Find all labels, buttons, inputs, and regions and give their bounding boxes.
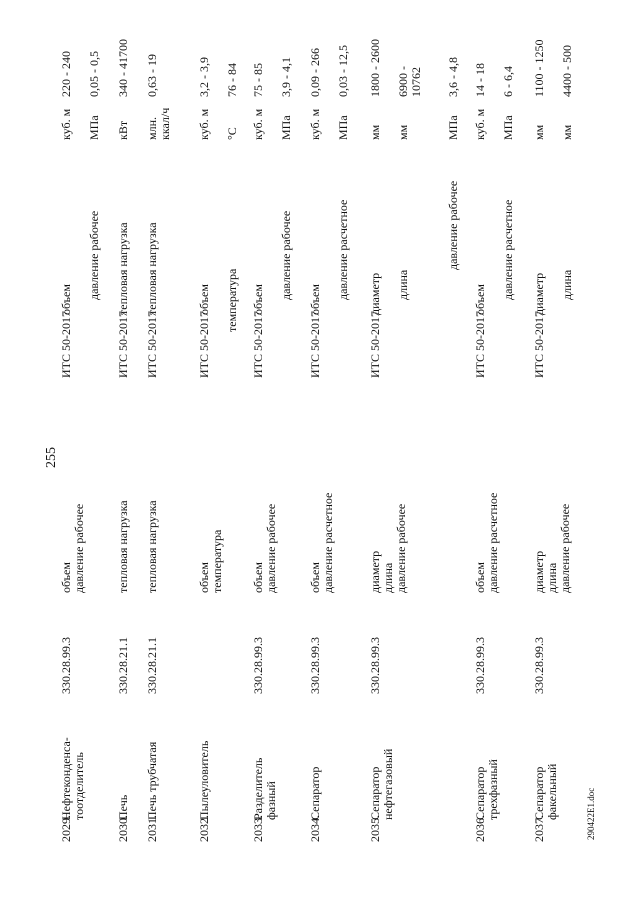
unit: МПа (446, 115, 460, 140)
standard-reference: ИТС 50-2017 (116, 311, 130, 378)
page-number: 255 (44, 447, 59, 468)
row-number: 2036. (473, 815, 487, 842)
standard-parameter: давление рабочее (446, 180, 460, 270)
parameter-list: диаметр длина давление рабочее (532, 503, 572, 593)
standard-parameter: давление рабочее (279, 210, 293, 300)
equipment-name: Сепаратор факельный (532, 763, 559, 820)
row-number: 2035. (368, 815, 382, 842)
value-range: 75 - 85 (251, 63, 265, 97)
equipment-name: Сепаратор нефтегазовый (368, 748, 395, 820)
okpd-code: 330.28.99.3 (473, 637, 487, 694)
standard-parameter: диаметр (368, 272, 382, 315)
value-range: 14 - 18 (473, 63, 487, 97)
unit: куб. м (251, 108, 265, 140)
unit: куб. м (308, 108, 322, 140)
value-range: 1100 - 1250 (532, 39, 546, 97)
okpd-code: 330.28.99.3 (368, 637, 382, 694)
okpd-code: 330.28.21.1 (145, 637, 159, 694)
okpd-code: 330.28.99.3 (532, 637, 546, 694)
row-number: 2029. (59, 815, 73, 842)
equipment-name: Пылеуловитель (197, 740, 211, 820)
equipment-name: Нефтеконденса- тоотделитель (59, 737, 86, 820)
standard-reference: ИТС 50-2017 (145, 311, 159, 378)
unit: куб. м (59, 108, 73, 140)
unit: МПа (279, 115, 293, 140)
value-range: 4400 - 500 (560, 45, 574, 97)
standard-parameter: объем (308, 284, 322, 315)
okpd-code: 330.28.99.3 (251, 637, 265, 694)
value-range: 3,9 - 4,1 (279, 57, 293, 97)
okpd-code: 330.28.99.3 (59, 637, 73, 694)
parameter-list: диаметр длина давление рабочее (368, 503, 408, 593)
unit: мм (532, 124, 546, 140)
standard-parameter: объем (251, 284, 265, 315)
equipment-name: Сепаратор (308, 766, 322, 820)
unit: МПа (87, 115, 101, 140)
standard-parameter: тепловая нагрузка (145, 222, 159, 315)
standard-parameter: диаметр (532, 272, 546, 315)
unit: МПа (501, 115, 515, 140)
unit: куб. м (197, 108, 211, 140)
parameter-list: объем давление расчетное (308, 492, 335, 593)
unit: куб. м (473, 108, 487, 140)
okpd-code: 330.28.21.1 (116, 637, 130, 694)
parameter-list: объем давление рабочее (251, 503, 278, 593)
value-range: 340 - 41700 (116, 39, 130, 97)
row-number: 2030. (116, 815, 130, 842)
value-range: 76 - 84 (225, 63, 239, 97)
value-range: 0,03 - 12,5 (336, 45, 350, 97)
unit: мм (368, 124, 382, 140)
value-range: 3,2 - 3,9 (197, 57, 211, 97)
parameter-list: объем давление рабочее (59, 503, 86, 593)
row-number: 2032. (197, 815, 211, 842)
footer-filename: 290422E1.doc (586, 787, 596, 840)
unit: млн. ккал/ч (145, 107, 172, 140)
row-number: 2034. (308, 815, 322, 842)
parameter-list: тепловая нагрузка (116, 500, 130, 593)
standard-parameter: объем (197, 284, 211, 315)
parameter-list: тепловая нагрузка (145, 500, 159, 593)
standard-reference: ИТС 50-2017 (197, 311, 211, 378)
value-range: 3,6 - 4,8 (446, 57, 460, 97)
standard-parameter: давление расчетное (336, 199, 350, 300)
standard-reference: ИТС 50-2017 (532, 311, 546, 378)
parameter-list: объем давление расчетное (473, 492, 500, 593)
row-number: 2037. (532, 815, 546, 842)
equipment-name: Печь трубчатая (145, 741, 159, 820)
standard-parameter: длина (396, 269, 410, 300)
value-range: 220 - 240 (59, 51, 73, 97)
value-range: 0,05 - 0,5 (87, 51, 101, 97)
standard-parameter: объем (59, 284, 73, 315)
okpd-code: 330.28.99.3 (308, 637, 322, 694)
unit: мм (560, 124, 574, 140)
unit: МПа (336, 115, 350, 140)
standard-parameter: длина (560, 269, 574, 300)
equipment-name: Печь (116, 794, 130, 820)
row-number: 2033. (251, 815, 265, 842)
standard-reference: ИТС 50-2017 (251, 311, 265, 378)
unit: мм (396, 124, 410, 140)
row-number: 2031. (145, 815, 159, 842)
unit: кВт (116, 120, 130, 140)
standard-reference: ИТС 50-2017 (59, 311, 73, 378)
value-range: 0,09 - 266 (308, 48, 322, 97)
value-range: 6 - 6,4 (501, 66, 515, 97)
standard-parameter: объем (473, 284, 487, 315)
equipment-name: Сепаратор трехфазный (473, 759, 500, 820)
standard-parameter: давление рабочее (87, 210, 101, 300)
parameter-list: объем температура (197, 529, 224, 593)
value-range: 6900 - 10762 (396, 66, 423, 97)
standard-parameter: давление расчетное (501, 199, 515, 300)
standard-parameter: тепловая нагрузка (116, 222, 130, 315)
standard-reference: ИТС 50-2017 (368, 311, 382, 378)
standard-parameter: температура (225, 268, 239, 332)
equipment-name: Разделитель фазный (251, 757, 278, 820)
standard-reference: ИТС 50-2017 (473, 311, 487, 378)
value-range: 0,63 - 19 (145, 54, 159, 97)
unit: °С (225, 127, 239, 140)
standard-reference: ИТС 50-2017 (308, 311, 322, 378)
value-range: 1800 - 2600 (368, 39, 382, 97)
